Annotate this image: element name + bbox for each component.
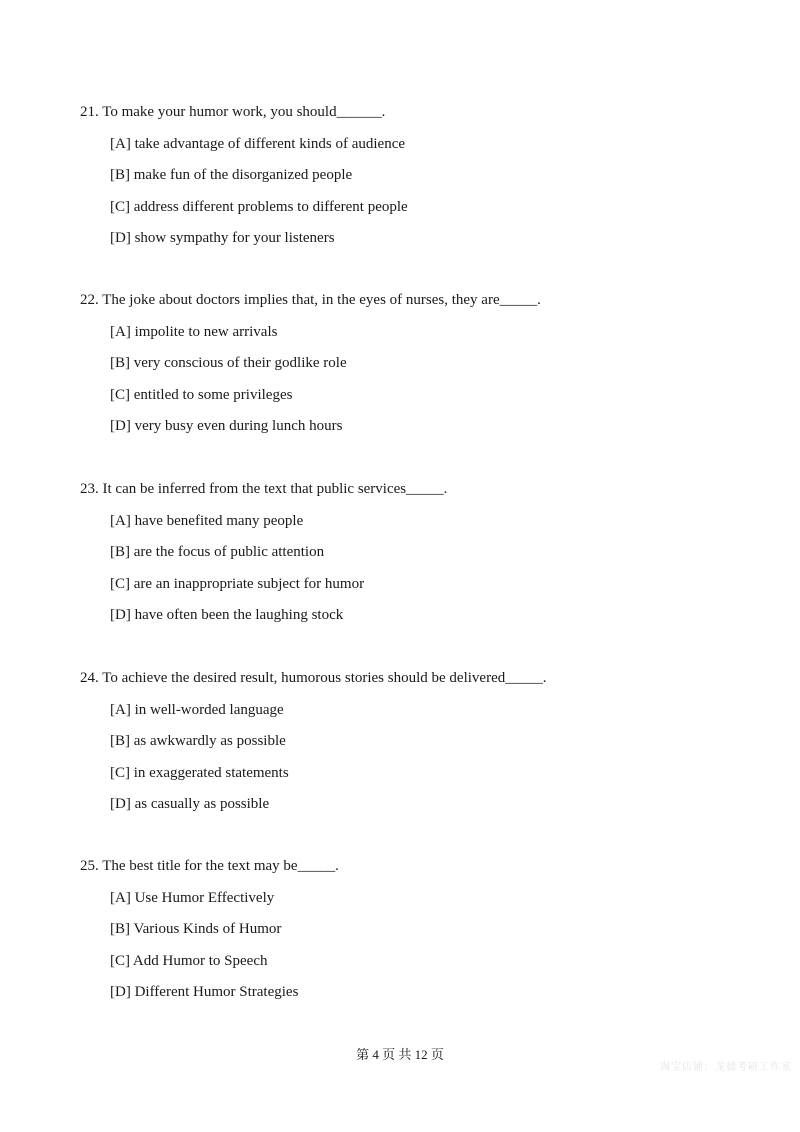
watermark: 淘宝店铺：龙德考研工作室	[660, 1062, 792, 1073]
option-d: [D] show sympathy for your listeners	[110, 230, 335, 246]
question-stem: 21. To make your humor work, you should______.	[80, 104, 386, 120]
question-stem: 25. The best title for the text may be_____.	[80, 858, 339, 874]
option-b: [B] as awkwardly as possible	[110, 733, 286, 749]
page-number: 第 4 页 共 12 页	[356, 1047, 444, 1062]
question-22	[80, 290, 760, 436]
option-d: [D] as casually as possible	[110, 796, 270, 812]
question-23	[80, 479, 760, 625]
option-c: [C] entitled to some privileges	[110, 386, 293, 403]
question-24	[80, 668, 760, 814]
option-a: [A] impolite to new arrivals	[110, 323, 278, 340]
option-c: [C] in exaggerated statements	[110, 764, 289, 781]
question-21	[80, 102, 760, 248]
question-stem: 24. To achieve the desired result, humorous stories should be delivered_____.	[80, 670, 547, 686]
question-25	[80, 856, 760, 1002]
option-b: [B] are the focus of public attention	[110, 544, 325, 560]
option-a: [A] take advantage of different kinds of audience	[110, 135, 406, 152]
option-a: [A] have benefited many people	[110, 512, 304, 529]
option-d: [D] Different Humor Strategies	[110, 984, 299, 1000]
option-c: [C] address different problems to different people	[110, 198, 408, 215]
option-d: [D] very busy even during lunch hours	[110, 418, 343, 434]
option-a: [A] in well-worded language	[110, 701, 284, 718]
option-b: [B] Various Kinds of Humor	[110, 921, 282, 937]
option-c: [C] Add Humor to Speech	[110, 952, 268, 969]
option-d: [D] have often been the laughing stock	[110, 607, 344, 623]
option-b: [B] very conscious of their godlike role	[110, 355, 347, 371]
question-stem: 23. It can be inferred from the text that public services_____.	[80, 481, 448, 497]
option-b: [B] make fun of the disorganized people	[110, 167, 353, 183]
option-a: [A] Use Humor Effectively	[110, 889, 275, 906]
option-c: [C] are an inappropriate subject for humor	[110, 575, 365, 592]
question-stem: 22. The joke about doctors implies that, in the eyes of nurses, they are_____.	[80, 292, 541, 308]
